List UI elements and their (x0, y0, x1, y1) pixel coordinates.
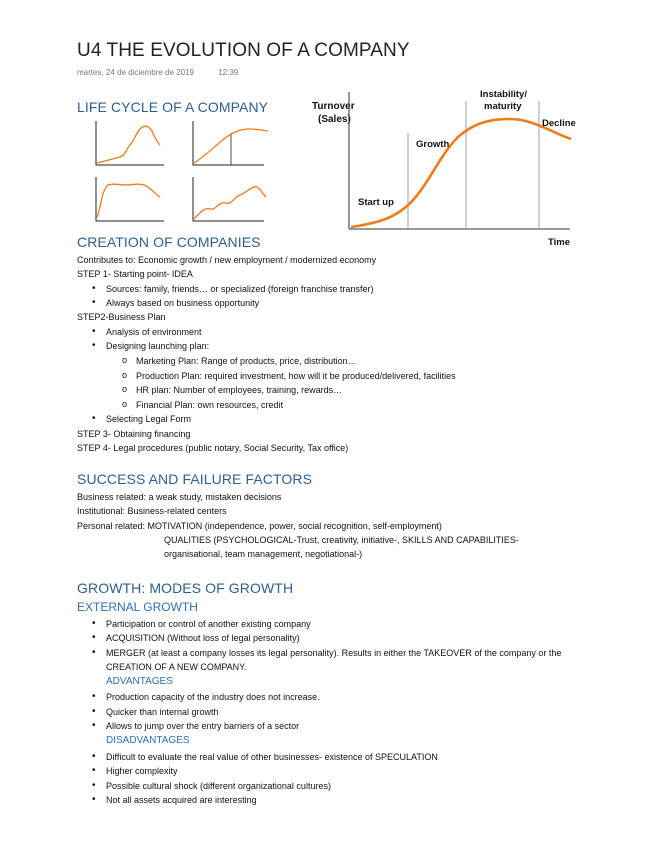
step2-item: • Analysis of environment (106, 325, 202, 339)
growth-heading: GROWTH: MODES OF GROWTH (77, 580, 294, 596)
factor-personal: Personal related: MOTIVATION (independence, power, social recognition, self-employment) (77, 521, 442, 531)
factor-qualities-1: QUALITIES (PSYCHOLOGICAL-Trust, creativity, initiative-, SKILLS AND CAPABILITIES- (164, 535, 519, 545)
step1-item: • Sources: family, friends… or specialized (foreign franchise transfer) (106, 282, 373, 296)
stage-growth: Growth (416, 139, 450, 150)
advantage-item: • Allows to jump over the entry barriers of a sector (106, 719, 299, 733)
step-2: STEP2-Business Plan (77, 312, 166, 322)
growth-item: • Participation or control of another existing company (106, 617, 311, 631)
thumbnail-graph-3 (96, 177, 164, 221)
creation-heading: CREATION OF COMPANIES (77, 234, 261, 250)
chart-ylabel-1: Turnover (312, 101, 355, 112)
chart-ylabel-2: (Sales) (318, 114, 351, 125)
disadvantage-item: • Higher complexity (106, 764, 178, 778)
factor-business: Business related: a weak study, mistaken decisions (77, 492, 282, 502)
creation-contributes: Contributes to: Economic growth / new employment / modernized economy (77, 255, 377, 265)
step2-item: • Selecting Legal Form (106, 412, 191, 426)
advantage-item: • Production capacity of the industry does not increase. (106, 690, 320, 704)
step-3: STEP 3- Obtaining financing (77, 429, 191, 439)
step-1: STEP 1- Starting point- IDEA (77, 269, 193, 279)
page-title: U4 THE EVOLUTION OF A COMPANY (77, 40, 410, 61)
life-cycle-chart (290, 85, 595, 250)
factor-qualities-2: organisational, team management, negotiational-) (164, 549, 363, 559)
step1-item: • Always based on business opportunity (106, 296, 259, 310)
life-cycle-heading: LIFE CYCLE OF A COMPANY (77, 99, 269, 115)
advantages-heading: ADVANTAGES (106, 676, 173, 687)
chart-xlabel: Time (548, 237, 571, 248)
external-growth-heading: EXTERNAL GROWTH (77, 600, 198, 614)
page-time: 12:39 (218, 68, 239, 77)
disadvantage-item: • Possible cultural shock (different organizational cultures) (106, 779, 331, 793)
growth-item: • ACQUISITION (Without loss of legal personality) (106, 631, 300, 645)
thumbnail-graph-2 (193, 121, 268, 165)
plan-subitem: o Financial Plan: own resources, credit (136, 398, 283, 412)
plan-subitem: o HR plan: Number of employees, training, rewards… (136, 383, 342, 397)
thumbnail-graph-1 (96, 121, 164, 165)
stage-maturity: maturity (484, 101, 522, 112)
factor-institutional: Institutional: Business-related centers (77, 506, 227, 516)
life-cycle-curve (351, 119, 571, 227)
thumbnail-graph-4 (193, 177, 266, 221)
plan-subitem: o Production Plan: required investment, how will it be produced/delivered, facilities (136, 369, 456, 383)
advantage-item: • Quicker than internal growth (106, 705, 219, 719)
plan-subitem: o Marketing Plan: Range of products, price, distribution… (136, 354, 357, 368)
disadvantage-item: • Not all assets acquired are interesting (106, 793, 257, 807)
stage-instability: Instability/ (480, 89, 527, 100)
disadvantages-heading: DISADVANTAGES (106, 735, 190, 746)
success-heading: SUCCESS AND FAILURE FACTORS (77, 471, 313, 487)
stage-decline: Decline (542, 118, 576, 129)
page-meta (77, 68, 238, 77)
growth-merger: • MERGER (at least a company losses its legal personality). Results in either the TAKEOVER of the company or the CREATION OF A NEW COMPANY. (106, 646, 566, 674)
stage-start-up: Start up (358, 197, 394, 208)
page-date: martes, 24 de diciembre de 2019 (77, 68, 194, 77)
disadvantage-item: • Difficult to evaluate the real value of other businesses- existence of SPECULATION (106, 750, 438, 764)
life-cycle-thumbnails (80, 117, 280, 225)
step2-item: • Designing launching plan: (106, 339, 209, 353)
step-4: STEP 4- Legal procedures (public notary, Social Security, Tax office) (77, 443, 349, 453)
